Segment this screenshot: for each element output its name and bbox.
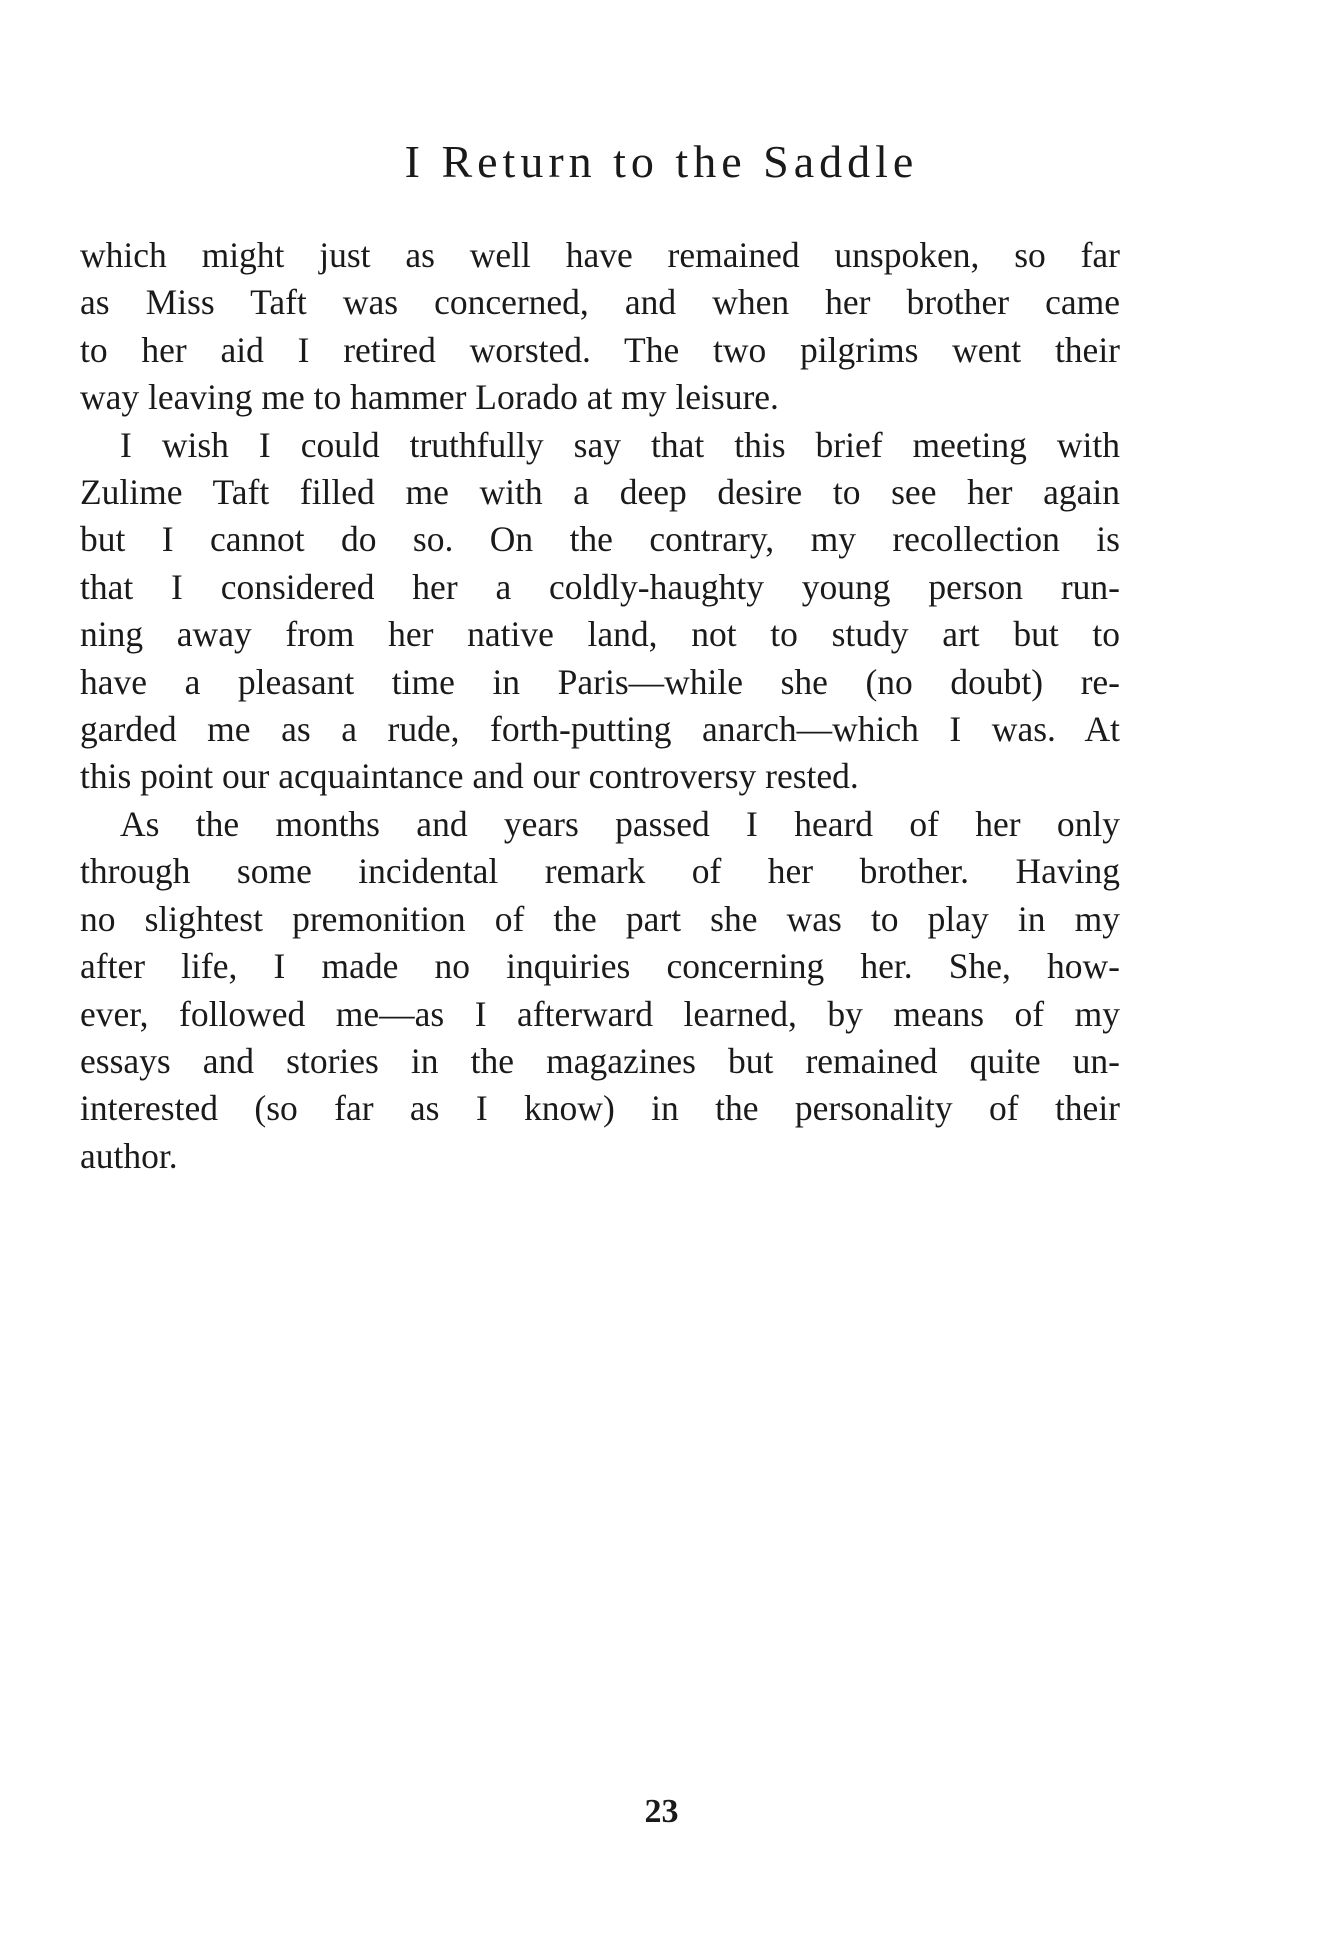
- text-line: which might just as well have remained unspoken, so far: [80, 235, 1120, 275]
- text-line: interested (so far as I know) in the personality of their: [80, 1088, 1120, 1129]
- text-line: garded me as a rude, forth-putting anarch—which I was. At: [80, 709, 1120, 750]
- text-line: have a pleasant time in Paris—while she (no doubt) re-: [80, 661, 1120, 702]
- running-header: I Return to the Saddle: [404, 136, 919, 187]
- text-line: through some incidental remark of her brother. Having: [80, 851, 1120, 892]
- text-line: after life, I made no inquiries concerning her. She, how-: [80, 946, 1120, 987]
- body-text: [80, 232, 1120, 1180]
- text-line: I wish I could truthfully say that this brief meeting with: [120, 424, 1120, 465]
- text-line: ning away from her native land, not to study art but to: [80, 614, 1120, 655]
- text-line: to her aid I retired worsted. The two pilgrims went their: [80, 329, 1120, 370]
- text-line: this point our acquaintance and our controversy rested.: [80, 756, 859, 797]
- paragraph: [80, 801, 1120, 1180]
- text-line: no slightest premonition of the part she was to play in my: [80, 898, 1120, 939]
- text-line: author.: [80, 1135, 178, 1176]
- page-number: 23: [644, 1793, 679, 1830]
- paragraph: [80, 232, 1120, 422]
- text-line: ever, followed me—as I afterward learned, by means of my: [80, 993, 1120, 1034]
- text-line: As the months and years passed I heard of her only: [120, 803, 1120, 844]
- text-line: but I cannot do so. On the contrary, my recollection is: [80, 519, 1120, 560]
- text-line: way leaving me to hammer Lorado at my leisure.: [80, 377, 779, 418]
- text-line: Zulime Taft filled me with a deep desire to see her again: [80, 472, 1120, 513]
- text-line: as Miss Taft was concerned, and when her brother came: [80, 282, 1120, 323]
- text-line: that I considered her a coldly-haughty young person run-: [80, 566, 1120, 607]
- paragraph: [80, 422, 1120, 801]
- text-line: essays and stories in the magazines but remained quite un-: [80, 1040, 1120, 1081]
